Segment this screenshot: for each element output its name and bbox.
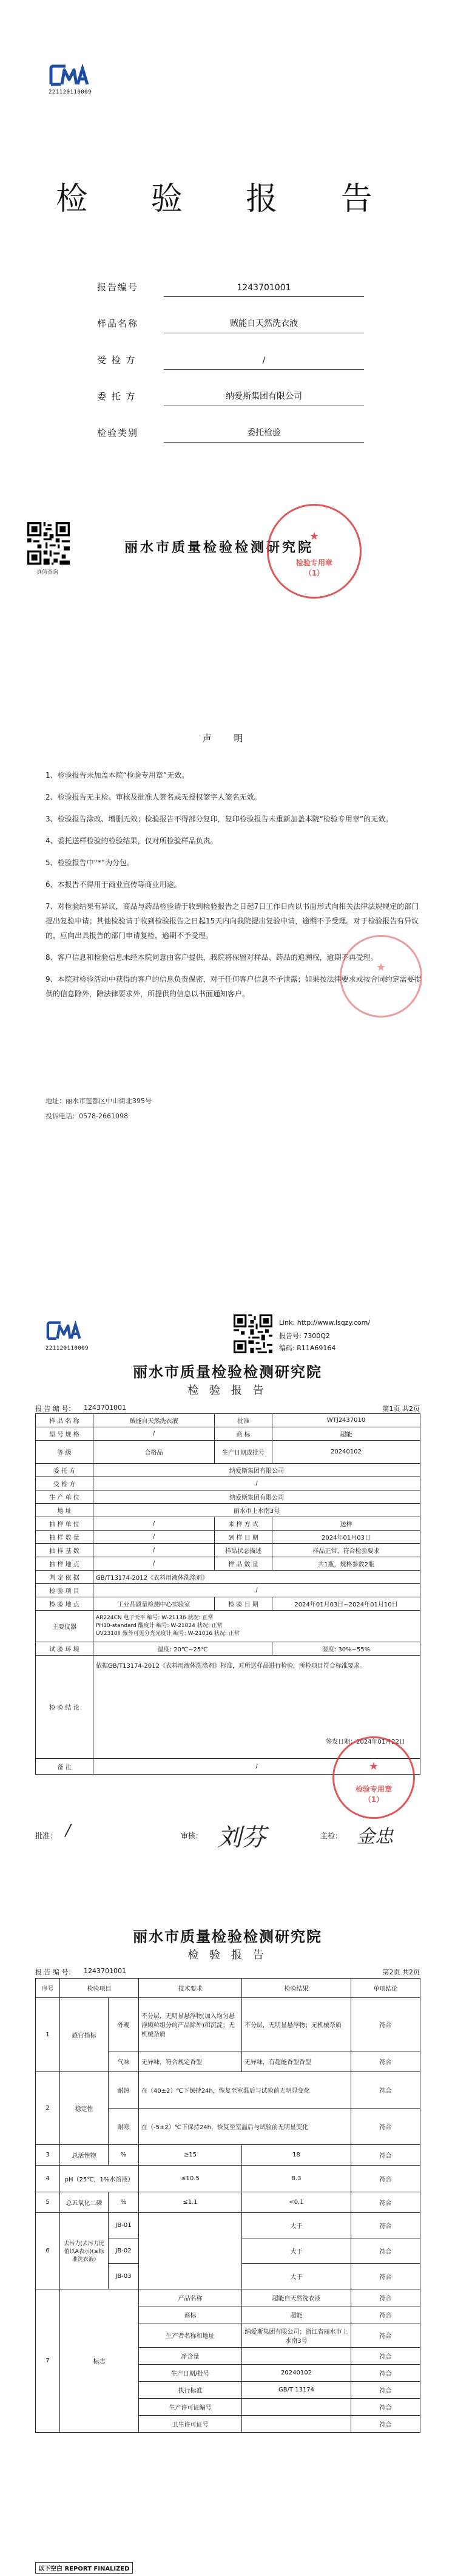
field-label: 委 托 方 [97,391,136,402]
cell-result: <0.1 [242,2192,351,2213]
cell-result: 超能 [242,2306,351,2323]
table-header-row [36,1979,420,1998]
inspector-signature: 金忠 [357,1826,393,1847]
field-label: 受 检 方 [97,355,136,365]
statement-item: 8、客户信息和检验信息未经本院同意由客户提供，我院将保留对样品、药品的追溯权，逾期不再受理。 [46,953,378,962]
cell-item: 稳定性 [60,2072,109,2145]
institute-title: 丽水市质量检验检测研究院 [133,1928,322,1945]
page-info: 第1页 共2页 [382,1405,420,1413]
page-info: 第2页 共2页 [382,1968,420,1976]
cell-value: WTJ2437010 [272,1414,420,1427]
cell-value: / [93,1557,215,1571]
seal-text: 检验专用章 [295,559,332,567]
approver-signature: / [66,1821,71,1840]
cell-item: 总五氧化二磷 [60,2192,109,2213]
cell-no: 6 [36,2213,60,2289]
table-row [36,2072,420,2109]
field-inspection-type [97,422,364,443]
cell-label: 样 品 数 量 [215,1557,272,1571]
table-row [36,2289,420,2306]
cell-result: 8.3 [242,2166,351,2192]
qr-caption: 真伪查询 [36,569,59,576]
cell-value: 2024年01月03日~2024年01月10日 [272,1597,420,1611]
table-row [36,1557,420,1571]
cell-value: / [93,1584,420,1597]
seal-star-icon: ★ [376,961,386,974]
address: 地址：丽水市莲都区中山街北395号 [46,1097,152,1105]
statement-seal [340,935,422,1018]
cell-result: 大于 [242,2213,351,2238]
cell-label: 样品状态描述 [215,1544,272,1557]
institute-title: 丽水市质量检验检测研究院 [133,1363,322,1381]
cell-item: 去污力(去污力比值以A表示)(≥标准洗衣液) [60,2213,109,2289]
qr-code-icon [27,522,70,565]
cell-conclusion: 符合 [351,2323,420,2348]
statement-title: 声 明 [202,733,253,744]
cell-subitem: JB-02 [109,2238,139,2264]
cell-item: pH（25℃，1%水溶液） [60,2166,139,2192]
table-row [36,1464,420,1477]
cell-conclusion: 符合 [351,2051,420,2072]
statement-item: 4、委托送样检验的检验结果，仅对所检验样品负责。 [46,837,218,845]
field-value: 纳爱斯集团有限公司 [164,390,364,406]
cell-label: 抽 样 基 数 [36,1544,93,1557]
cell-value: 2024年01月03日 [272,1531,420,1544]
cell-label: 型 号 规 格 [36,1427,93,1441]
cell-conclusion: 符合 [351,2264,420,2289]
cell-label: 来 样 方 式 [215,1517,272,1531]
table-row [36,1544,420,1557]
cell-conclusion: 符合 [351,2289,420,2306]
cell-value: / [93,1531,215,1544]
cell-requirement: ≤1.1 [139,2192,242,2213]
cell-conclusion: 符合 [351,2416,420,2433]
review-label: 审核： [181,1832,203,1840]
header-result: 检验结果 [242,1979,351,1998]
report-no: 1243701001 [84,1967,126,1975]
cell-requirement: 生产许可证编号 [139,2399,242,2416]
seal-number: （1） [363,1795,384,1804]
table-row [36,1597,420,1611]
cell-requirement: 执行标准 [139,2382,242,2399]
cell-value: 超能 [272,1427,420,1441]
report-no: 1243701001 [84,1404,126,1412]
report-subtitle: 检 验 报 告 [187,1384,268,1397]
cell-result: 大于 [242,2264,351,2289]
qr-code-icon [234,1314,272,1353]
table-row [36,1584,420,1597]
cell-requirement: 在（-5±2）℃下保持24h，恢复至室温后与试验前无明显变化 [139,2109,351,2145]
cell-value: 丽水市上水南3号 [93,1504,420,1517]
cell-requirement [139,2213,242,2289]
table-row [36,1427,420,1441]
field-value: 贼能自天然洗衣液 [164,317,364,333]
cell-conclusion: 符合 [351,2238,420,2264]
field-report-no [97,276,364,297]
report-page-2 [0,1906,455,2576]
cell-requirement: 生产者名称和地址 [139,2323,242,2348]
cell-value: 温度: 20℃~25℃ [93,1642,272,1656]
cell-no: 4 [36,2166,60,2192]
signature-row [35,1815,420,1852]
cma-mark-icon [46,1320,83,1342]
table-row [36,1571,420,1584]
approve-label: 批准： [35,1832,58,1840]
table-row [36,1642,420,1656]
cell-conclusion: 符合 [351,2382,420,2399]
cell-label: 检 验 项 目 [36,1584,93,1597]
cell-label: 检 验 地 点 [36,1597,93,1611]
statement-item: 5、检验报告中“*”为分包。 [46,858,135,867]
header-requirement: 技术要求 [139,1979,242,1998]
cell-value: 共1瓶，规格参数2瓶 [272,1557,420,1571]
table-row [36,1531,420,1544]
field-inspected-party [97,349,364,370]
cell-requirement: 无异味，符合规定香型 [139,2051,242,2072]
cell-label: 生 产 单 位 [36,1490,93,1504]
table-row [36,1490,420,1504]
field-value: 委托检验 [164,426,364,443]
table-row [36,2213,420,2238]
cell-label: 主要仪器 [36,1611,93,1642]
cell-item: 总活性物 [60,2145,109,2166]
cell-subitem: JB-01 [109,2213,139,2238]
statement-item: 7、对检验结果有异议，商品与药品检验请于收到检验报告之日起7日工作日内以书面形式向相关法律法规规定的部门提出复验申请；其他检验请于收到检验报告之日起15天内向我院提出复验申请，逾期不予受理。对于检验报告有异议的，应向出具报告的部门申请复检，逾期不予受理。 [46,902,419,940]
cell-item: 感官指标 [60,1998,109,2072]
table-row [36,1998,420,2051]
statement-item: 9、本院对检验活动中获得的客户的信息负责保密，对于任何客户信息不予泄露；如果按法律要求或按合同约定需要提供的信息除外，除法律要求外，所提供的信息以书面通知客户。 [46,975,422,998]
conclusion-body: 依据GB/T13174-2012《衣料用液体洗涤剂》标准，对所送样品进行检验，所检项目符合标准要求。 [96,1663,366,1670]
cell-value: 纳爱斯集团有限公司 [93,1490,420,1504]
report-info-table [35,1413,420,1775]
cell-label: 判 定 依 据 [36,1571,93,1584]
cell-value: 样品正常，符合检验要求 [272,1544,420,1557]
cell-conclusion: 符合 [351,2306,420,2323]
cell-requirement: 产品名称 [139,2289,242,2306]
cell-label: 抽 样 单 位 [36,1517,93,1531]
inspection-seal [267,504,362,599]
table-row [36,1441,420,1464]
cell-no: 2 [36,2072,60,2145]
report-no-label: 报 告 编 号： [35,1968,75,1976]
cell-conclusion: 符合 [351,2166,420,2192]
cell-label: 地 址 [36,1504,93,1517]
cma-mark-icon [49,64,91,88]
cell-result: 20240102 [242,2365,351,2382]
cell-requirement: 生产日期/批号 [139,2365,242,2382]
cell-subitem: JB-03 [109,2264,139,2289]
header-no: 序号 [36,1979,60,1998]
statement-item: 1、检验报告未加盖本院“检验专用章”无效。 [46,771,189,780]
cell-result [242,2348,351,2365]
cell-value: / [93,1759,420,1775]
cell-value: AR224CN 电子天平 编号: W-21136 状况: 正常 PH10-standard 酸度计 编号: W-21024 状况: 正常 UV2310II 紫外可见分光光度计 编号: W-21016 状况: 正常 [93,1611,420,1642]
header-item: 检验项目 [60,1979,139,1998]
cell-conclusion: 符合 [351,2399,420,2416]
report-no-label: 报 告 编 号： [35,1405,75,1413]
cell-value: 纳爱斯集团有限公司 [93,1464,420,1477]
field-label: 报告编号 [97,282,139,293]
seal-number: （1） [304,569,325,577]
cell-label: 受 检 方 [36,1477,93,1490]
statement-item: 6、本报告不得用于商业宣传等商业用途。 [46,880,181,889]
cell-conclusion: 符合 [351,1998,420,2051]
cell-conclusion: 符合 [351,2192,420,2213]
statement-item: 2、检验报告无主检、审核及批准人签名或无授权签字人签名无效。 [46,793,261,801]
field-sample-name [97,313,364,333]
report-subtitle: 检 验 报 告 [187,1949,268,1962]
cell-value: GB/T13174-2012《衣料用液体洗涤剂》 [93,1571,420,1584]
cell-value: / [93,1544,215,1557]
cell-label: 抽 样 地 点 [36,1557,93,1571]
cell-result: 超能自天然洗衣液 [242,2289,351,2306]
table-row [36,1504,420,1517]
report-end-marker: 以下空白 REPORT FINALIZED [35,2562,133,2574]
cell-requirement: 不分层，无明显悬浮物(加入均匀悬浮颗粒组分的产品除外)和沉淀；无机械杂质 [139,1998,242,2051]
field-label: 样品名称 [97,318,139,329]
cell-label: 等 级 [36,1441,93,1464]
cell-label: 样 品 名 称 [36,1414,93,1427]
table-row [36,2145,420,2166]
qr-code-number: 编码: R11A69164 [279,1344,336,1352]
cell-value: 送样 [272,1517,420,1531]
cell-conclusion: 符合 [351,2109,420,2145]
cell-conclusion: 符合 [351,2348,420,2365]
cell-no: 5 [36,2192,60,2213]
table-row [36,1414,420,1427]
cell-no: 7 [36,2289,60,2433]
conclusion-date: 签发日期：2024年01月22日 [326,1739,405,1745]
cell-value: / [93,1427,215,1441]
field-value: 1243701001 [164,283,364,297]
cell-conclusion: 符合 [351,2365,420,2382]
cell-requirement: 卫生许可证号 [139,2416,242,2433]
cell-unit: % [109,2192,139,2213]
cell-result: 不分层，无明显悬浮物；无机械杂质 [242,1998,351,2051]
table-row [36,1611,420,1642]
qr-report-no: 报告号: 7300Q2 [279,1332,330,1340]
qr-link-text: Link: http://www.lsqzy.com/ [279,1319,371,1327]
report-qr-code[interactable] [234,1314,272,1353]
cell-value: / [93,1477,420,1490]
cell-result [242,2416,351,2433]
cell-result: GB/T 13174 [242,2382,351,2399]
cell-label: 抽 样 数 量 [36,1531,93,1544]
verification-qr-code[interactable] [27,522,70,565]
test-results-table [35,1978,420,2433]
cell-item: 标志 [60,2289,139,2433]
cover-page [0,0,455,1214]
inspector-label: 主检： [320,1832,343,1840]
field-value: / [164,356,364,370]
cma-logo [49,64,97,95]
cell-value: 合格品 [93,1441,215,1464]
seal-star-icon: ★ [309,530,320,543]
cell-requirement: ≥15 [139,2145,242,2166]
reviewer-signature: 刘芬 [217,1824,266,1852]
inspection-seal [332,1736,415,1819]
cell-label: 生产日期或批号 [215,1441,272,1464]
cell-label: 试 验 环 境 [36,1642,93,1656]
cma-logo [46,1320,88,1351]
cell-no: 3 [36,2145,60,2166]
cell-label: 委 托 方 [36,1464,93,1477]
cell-conclusion: 符合 [351,2213,420,2238]
statement-item: 3、检验报告涂改、增删无效；检验报告不得部分复印，复印检验报告未重新加盖本院“检验专用章”的无效。 [46,815,393,823]
seal-text: 检验专用章 [355,1785,392,1793]
cell-subitem: 耐寒 [109,2109,139,2145]
cell-conclusion: 符合 [351,2072,420,2109]
cell-result: 18 [242,2145,351,2166]
cma-code: 221120110009 [46,1345,89,1351]
cell-requirement: ≤10.5 [139,2166,242,2192]
cell-requirement: 净含量 [139,2348,242,2365]
report-page-1 [0,1214,455,1906]
cell-result: 大于 [242,2238,351,2264]
cell-value: / [93,1517,215,1531]
cell-label: 到 样 日 期 [215,1531,272,1544]
table-row [36,1517,420,1531]
cell-result: 纳爱斯集团有限公司；浙江省丽水市上水南3号 [242,2323,351,2348]
institute-name: 丽水市质量检验检测研究院 [124,540,314,556]
seal-star-icon: ★ [368,1760,379,1773]
header-conclusion: 单项结论 [351,1979,420,1998]
cell-value: 工业品质量检测中心实验室 [93,1597,215,1611]
cell-subitem: 外观 [109,1998,139,2051]
cell-label: 备 注 [36,1759,93,1775]
report-title: 检 验 报 告 [56,181,399,217]
cell-value: 贼能自天然洗衣液 [93,1414,215,1427]
cell-conclusion: 符合 [351,2145,420,2166]
cell-subitem: 气味 [109,2051,139,2072]
complaint-phone: 投诉电话：0578-2661098 [46,1112,128,1120]
cell-label: 商 标 [215,1427,272,1441]
cell-no: 1 [36,1998,60,2072]
cell-label: 检 验 结 论 [36,1656,93,1759]
cell-unit: % [109,2145,139,2166]
cell-requirement: 商标 [139,2306,242,2323]
cell-label: 检 验 日 期 [215,1597,272,1611]
cell-value: 20240102 [272,1441,420,1464]
cell-label: 批准 [215,1414,272,1427]
cma-code: 221120110009 [49,89,92,95]
table-row [36,1477,420,1490]
cell-result: 无异味，有超能香型香型 [242,2051,351,2072]
table-row [36,2192,420,2213]
cell-value: 湿度: 30%~55% [272,1642,420,1656]
field-label: 检验类别 [97,427,139,438]
cell-subitem: 耐热 [109,2072,139,2109]
cell-result [242,2399,351,2416]
cell-requirement: 在（40±2）℃下保持24h，恢复至室温后与试验前无明显变化 [139,2072,351,2109]
field-client [97,386,364,406]
table-row [36,2166,420,2192]
